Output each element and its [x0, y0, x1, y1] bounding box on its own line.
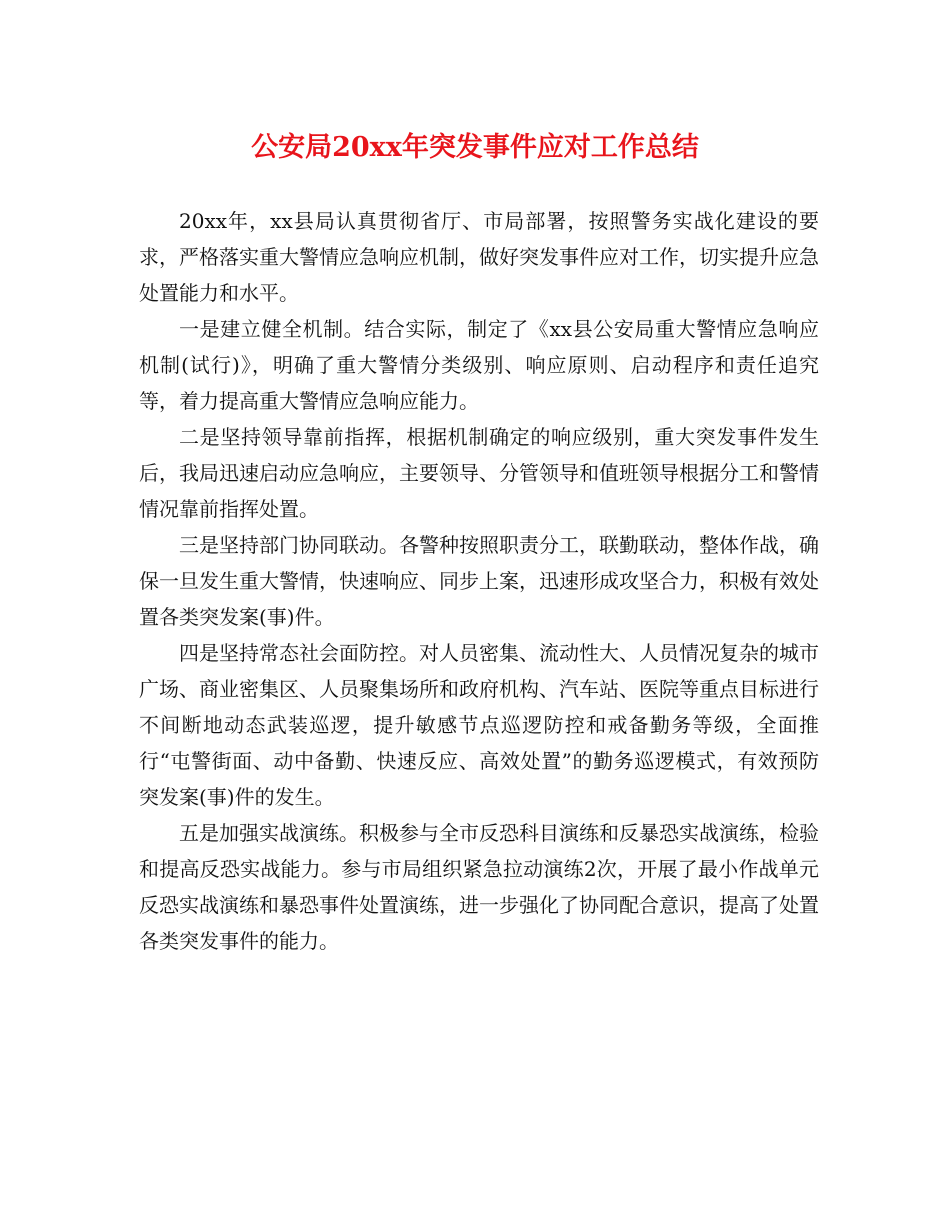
- paragraph-mechanism: 一是建立健全机制。结合实际，制定了《xx县公安局重大警情应急响应机制(试行)》，明确了重大警情分类级别、响应原则、启动程序和责任追究等，着力提高重大警情应急响应能力。: [139, 317, 819, 413]
- paragraph-intro: 20xx年，xx县局认真贯彻省厅、市局部署，按照警务实战化建设的要求，严格落实重大警情应急响应机制，做好突发事件应对工作，切实提升应急处置能力和水平。: [139, 209, 819, 305]
- document-title: 公安局20xx年突发事件应对工作总结: [251, 132, 699, 163]
- paragraph-patrol: 四是坚持常态社会面防控。对人员密集、流动性大、人员情况复杂的城市广场、商业密集区、人员聚集场所和政府机构、汽车站、医院等重点目标进行不间断地动态武装巡逻，提升敏感节点巡逻防控和戒备勤务等级，全面推行“屯警街面、动中备勤、快速反应、高效处置”的勤务巡逻模式，有效预防突发案(事)件的发生。: [139, 641, 819, 809]
- paragraph-leadership: 二是坚持领导靠前指挥，根据机制确定的响应级别，重大突发事件发生后，我局迅速启动应急响应，主要领导、分管领导和值班领导根据分工和警情情况靠前指挥处置。: [139, 425, 819, 521]
- paragraph-drills: 五是加强实战演练。积极参与全市反恐科目演练和反暴恐实战演练，检验和提高反恐实战能力。参与市局组织紧急拉动演练2次，开展了最小作战单元反恐实战演练和暴恐事件处置演练，进一步强化了协同配合意识，提高了处置各类突发事件的能力。: [139, 821, 819, 953]
- paragraph-coordination: 三是坚持部门协同联动。各警种按照职责分工，联勤联动，整体作战，确保一旦发生重大警情，快速响应、同步上案，迅速形成攻坚合力，积极有效处置各类突发案(事)件。: [139, 533, 819, 629]
- document-body: [139, 203, 819, 959]
